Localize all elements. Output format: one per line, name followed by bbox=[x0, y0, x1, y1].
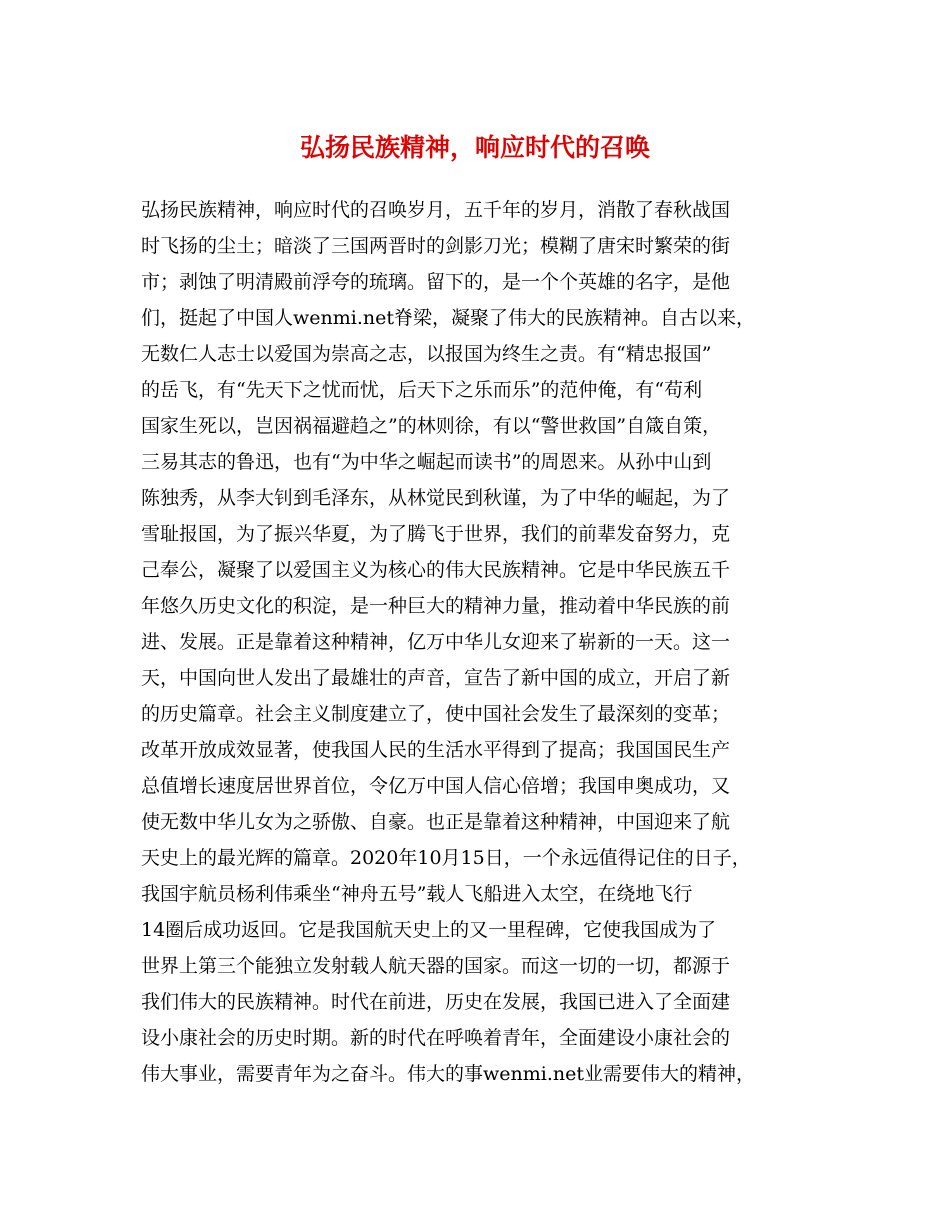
body-text-line: 的岳飞，有“先天下之忧而忧，后天下之乐而乐”的范仲俺，有“苟利 bbox=[141, 379, 703, 401]
document-title: 弘扬民族精神，响应时代的召唤 bbox=[299, 133, 650, 162]
body-text-line: 们，挺起了中国人wenmi.net脊梁，凝聚了伟大的民族精神。自古以来， bbox=[141, 307, 755, 329]
body-text-line: 的历史篇章。社会主义制度建立了，使中国社会发生了最深刻的变革； bbox=[141, 703, 731, 725]
body-text-line: 设小康社会的历史时期。新的时代在呼唤着青年，全面建设小康社会的 bbox=[141, 1027, 731, 1049]
body-text-line: 改革开放成效显著，使我国人民的生活水平得到了提高；我国国民生产 bbox=[141, 739, 731, 761]
body-text-line: 我国宇航员杨利伟乘坐“神舟五号”载人飞船进入太空，在绕地飞行 bbox=[141, 883, 693, 905]
body-text-line: 无数仁人志士以爱国为崇高之志，以报国为终生之责。有“精忠报国” bbox=[141, 343, 712, 365]
body-text-line: 弘扬民族精神，响应时代的召唤岁月，五千年的岁月，消散了春秋战国 bbox=[141, 199, 731, 221]
body-text-line: 使无数中华儿女为之骄傲、自豪。也正是靠着这种精神，中国迎来了航 bbox=[141, 811, 731, 833]
body-text-line: 14圈后成功返回。它是我国航天史上的又一里程碑，它使我国成为了 bbox=[141, 919, 717, 941]
body-text-line: 天史上的最光辉的篇章。2020年10月15日，一个永远值得记住的日子， bbox=[141, 847, 751, 869]
body-text-line: 总值增长速度居世界首位，令亿万中国人信心倍增；我国申奥成功，又 bbox=[141, 775, 731, 797]
body-text-line: 市；剥蚀了明清殿前浮夸的琉璃。留下的，是一个个英雄的名字，是他 bbox=[141, 271, 731, 293]
body-text-line: 年悠久历史文化的积淀，是一种巨大的精神力量，推动着中华民族的前 bbox=[141, 595, 731, 617]
body-text-line: 三易其志的鲁迅，也有“为中华之崛起而读书”的周恩来。从孙中山到 bbox=[141, 451, 712, 473]
body-text-line: 时飞扬的尘土；暗淡了三国两晋时的剑影刀光；模糊了唐宋时繁荣的街 bbox=[141, 235, 731, 257]
body-text-line: 天，中国向世人发出了最雄壮的声音，宣告了新中国的成立，开启了新 bbox=[141, 667, 731, 689]
body-text-line: 进、发展。正是靠着这种精神，亿万中华儿女迎来了崭新的一天。这一 bbox=[141, 631, 731, 653]
body-text-line: 雪耻报国，为了振兴华夏，为了腾飞于世界，我们的前辈发奋努力，克 bbox=[141, 523, 731, 545]
body-text-line: 国家生死以，岂因祸福避趋之”的林则徐，有以“警世救国”自箴自策， bbox=[141, 415, 722, 437]
body-text-line: 己奉公，凝聚了以爱国主义为核心的伟大民族精神。它是中华民族五千 bbox=[141, 559, 731, 581]
body-text-line: 陈独秀，从李大钊到毛泽东，从林觉民到秋谨，为了中华的崛起，为了 bbox=[141, 487, 731, 509]
body-text-line: 世界上第三个能独立发射载人航天器的国家。而这一切的一切，都源于 bbox=[141, 955, 731, 977]
body-text-line: 伟大事业，需要青年为之奋斗。伟大的事wenmi.net业需要伟大的精神， bbox=[141, 1063, 755, 1085]
body-text-line: 我们伟大的民族精神。时代在前进，历史在发展，我国已进入了全面建 bbox=[141, 991, 731, 1013]
